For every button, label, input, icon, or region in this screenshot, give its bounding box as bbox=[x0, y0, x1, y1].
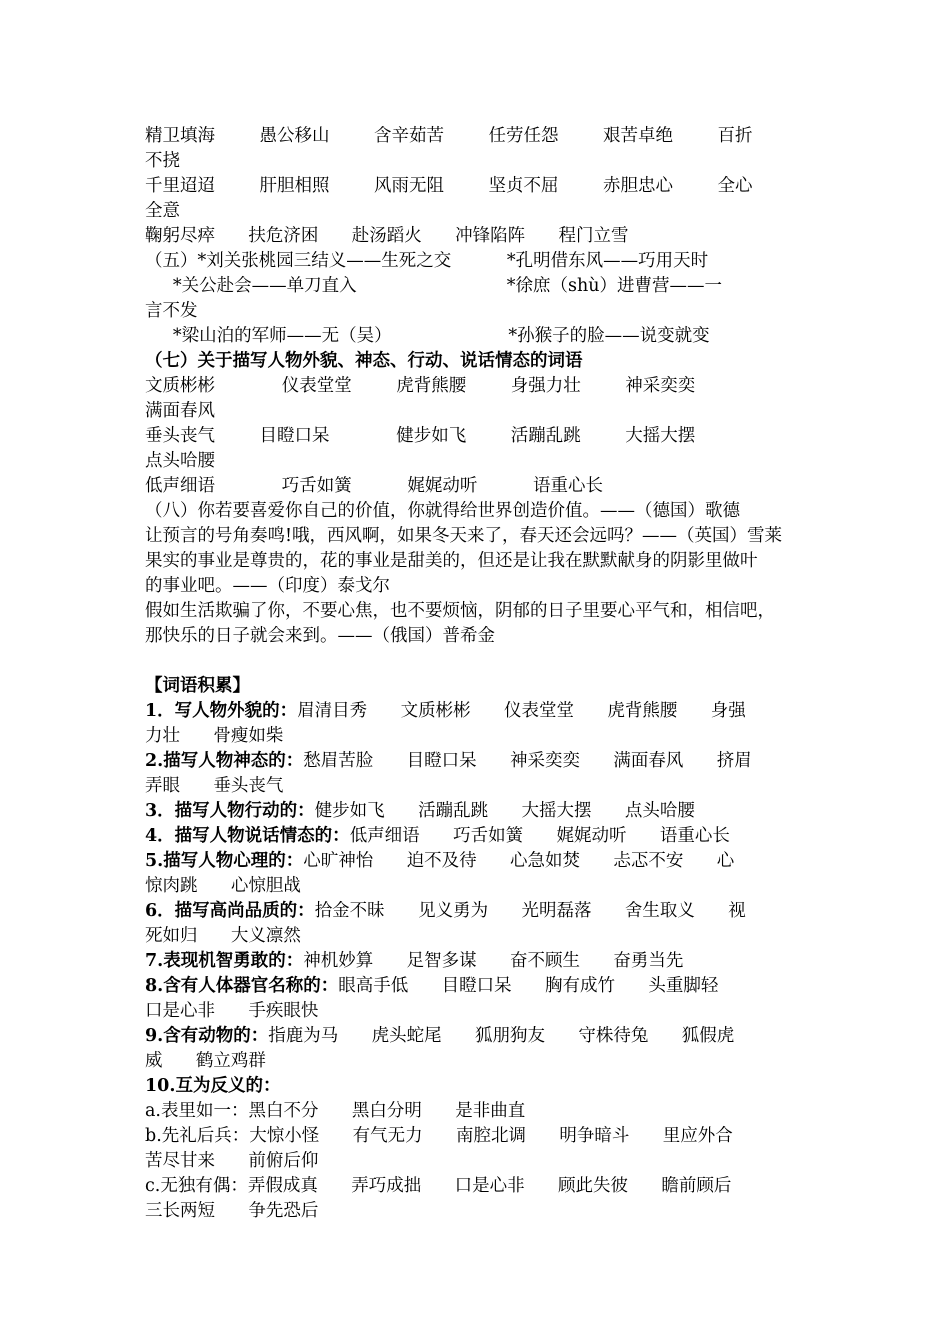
text-line: 垂头丧气 目瞪口呆 健步如飞 活蹦乱跳 大摇大摆 bbox=[145, 426, 696, 446]
vocab-line bbox=[145, 799, 807, 824]
vocab-text: 眼高手低 目瞪口呆 胸有成竹 头重脚轻 bbox=[338, 976, 719, 996]
text-line: 不挠 bbox=[145, 151, 180, 171]
text-line: *关公赴会——单刀直入 *徐庶（shù）进曹营——一 bbox=[145, 276, 723, 296]
vocab-head: 2.描写人物神态的： bbox=[145, 751, 304, 771]
quote-line: （八）你若要喜爱你自己的价值，你就得给世界创造价值。——（德国）歌德 bbox=[145, 501, 740, 521]
quote-line: 让预言的号角奏鸣!哦，西风啊，如果冬天来了，春天还会远吗？——（英国）雪莱 bbox=[145, 526, 783, 546]
vocab-text: 弄眼 垂头丧气 bbox=[145, 776, 284, 796]
quote-line: 那快乐的日子就会来到。——（俄国）普希金 bbox=[145, 626, 495, 646]
vocab-head: 4．描写人物说话情态的： bbox=[145, 826, 350, 846]
text-line: 文质彬彬 仪表堂堂 虎背熊腰 身强力壮 神采奕奕 bbox=[145, 376, 696, 396]
vocab-line bbox=[145, 1124, 807, 1149]
text-line: （五）*刘关张桃园三结义——生死之交 *孔明借东风——巧用天时 bbox=[145, 251, 709, 271]
vocab-line bbox=[145, 1149, 807, 1174]
vocab-text: 神机妙算 足智多谋 奋不顾生 奋勇当先 bbox=[303, 951, 684, 971]
vocab-line bbox=[145, 874, 807, 899]
vocab-line bbox=[145, 1024, 807, 1049]
vocab-text: b.先礼后兵：大惊小怪 有气无力 南腔北调 明争暗斗 里应外合 bbox=[145, 1126, 733, 1146]
vocab-text: a.表里如一：黑白不分 黑白分明 是非曲直 bbox=[145, 1101, 526, 1121]
text-line: *梁山泊的军师——无（吴） *孙猴子的脸——说变就变 bbox=[145, 326, 710, 346]
vocab-line bbox=[145, 749, 807, 774]
vocab-line bbox=[145, 949, 807, 974]
quote-line: 果实的事业是尊贵的，花的事业是甜美的，但还是让我在默默献身的阴影里做叶 bbox=[145, 551, 758, 571]
vocab-head: 9.含有动物的： bbox=[145, 1026, 269, 1046]
text-line: 满面春风 bbox=[145, 401, 215, 421]
text-line: 全意 bbox=[145, 201, 180, 221]
vocab-line bbox=[145, 1074, 807, 1099]
vocab-line bbox=[145, 924, 807, 949]
vocab-text: 威 鹤立鸡群 bbox=[145, 1051, 266, 1071]
vocab-text: 力壮 骨瘦如柴 bbox=[145, 726, 284, 746]
text-line: 点头哈腰 bbox=[145, 451, 215, 471]
vocab-head: 7.表现机智勇敢的： bbox=[145, 951, 304, 971]
vocab-head: 6．描写高尚品质的： bbox=[145, 901, 315, 921]
text-line: 千里迢迢 肝胆相照 风雨无阻 坚贞不屈 赤胆忠心 全心 bbox=[145, 176, 753, 196]
vocab-line bbox=[145, 999, 807, 1024]
vocab-text: c.无独有偶：弄假成真 弄巧成拙 口是心非 顾此失彼 瞻前顾后 bbox=[145, 1176, 732, 1196]
vocab-head: 1．写人物外貌的： bbox=[145, 701, 298, 721]
vocab-text: 低声细语 巧舌如簧 娓娓动听 语重心长 bbox=[349, 826, 730, 846]
text-line: 言不发 bbox=[145, 301, 198, 321]
vocab-line bbox=[145, 974, 807, 999]
vocab-text: 三长两短 争先恐后 bbox=[145, 1201, 319, 1221]
section-title: 【词语积累】 bbox=[145, 676, 250, 696]
vocab-line bbox=[145, 1099, 807, 1124]
vocab-line bbox=[145, 1199, 807, 1224]
vocab-text: 心旷神怡 迫不及待 心急如焚 忐忑不安 心 bbox=[303, 851, 735, 871]
vocab-text: 惊肉跳 心惊胆战 bbox=[145, 876, 301, 896]
vocab-text: 死如归 大义凛然 bbox=[145, 926, 301, 946]
vocab-head: 10.互为反义的： bbox=[145, 1076, 281, 1096]
vocab-text: 指鹿为马 虎头蛇尾 狐朋狗友 守株待兔 狐假虎 bbox=[268, 1026, 735, 1046]
vocab-line bbox=[145, 724, 807, 749]
vocab-text: 苦尽甘来 前俯后仰 bbox=[145, 1151, 319, 1171]
vocab-text: 健步如飞 活蹦乱跳 大摇大摆 点头哈腰 bbox=[314, 801, 695, 821]
text-line: 低声细语 巧舌如簧 娓娓动听 语重心长 bbox=[145, 476, 604, 496]
vocab-line bbox=[145, 1049, 807, 1074]
quote-line: 的事业吧。——（印度）泰戈尔 bbox=[145, 576, 390, 596]
text-line: 精卫填海 愚公移山 含辛茹苦 任劳任怨 艰苦卓绝 百折 bbox=[145, 126, 753, 146]
vocab-head: 8.含有人体器官名称的： bbox=[145, 976, 339, 996]
section-heading: （七）关于描写人物外貌、神态、行动、说话情态的词语 bbox=[145, 351, 583, 371]
vocab-line bbox=[145, 824, 807, 849]
text-line: 鞠躬尽瘁 扶危济困 赴汤蹈火 冲锋陷阵 程门立雪 bbox=[145, 226, 629, 246]
vocab-head: 3．描写人物行动的： bbox=[145, 801, 315, 821]
quote-line: 假如生活欺骗了你，不要心焦，也不要烦恼，阴郁的日子里要心平气和，相信吧， bbox=[145, 601, 775, 621]
vocab-text: 眉清目秀 文质彬彬 仪表堂堂 虎背熊腰 身强 bbox=[297, 701, 746, 721]
vocab-text: 愁眉苦脸 目瞪口呆 神采奕奕 满面春风 挤眉 bbox=[303, 751, 752, 771]
vocab-line bbox=[145, 699, 807, 724]
vocab-line bbox=[145, 849, 807, 874]
vocab-line bbox=[145, 774, 807, 799]
vocab-text: 拾金不昧 见义勇为 光明磊落 舍生取义 视 bbox=[314, 901, 746, 921]
vocab-line bbox=[145, 1174, 807, 1199]
vocab-head: 5.描写人物心理的： bbox=[145, 851, 304, 871]
vocab-line bbox=[145, 899, 807, 924]
vocab-text: 口是心非 手疾眼快 bbox=[145, 1001, 319, 1021]
